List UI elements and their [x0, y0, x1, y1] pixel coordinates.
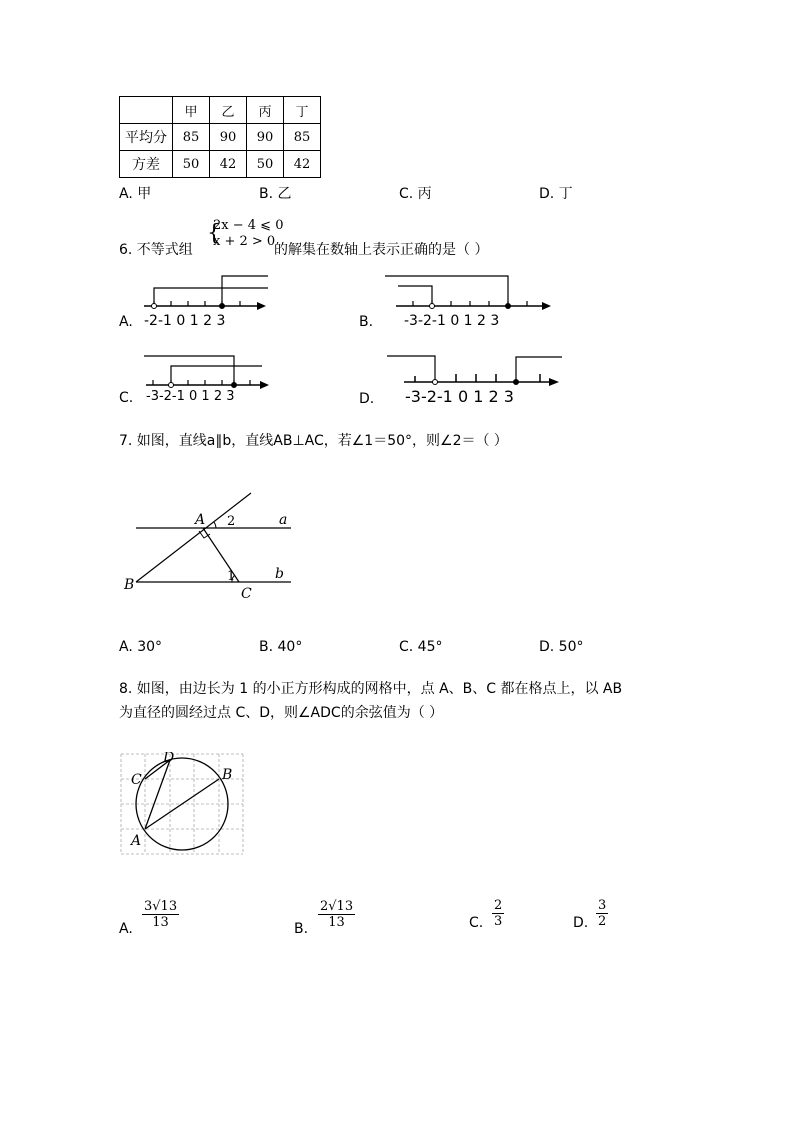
q6-option-a-label[interactable]: A.: [119, 314, 133, 330]
q7-label-line-b: b: [275, 566, 284, 582]
q5-option-b[interactable]: B. 乙: [259, 186, 292, 202]
q5-option-c[interactable]: C. 丙: [399, 186, 432, 202]
table-cell: 90: [247, 124, 284, 151]
q6-inequality-system: { 2x − 4 ⩽ 0 x + 2 > 0: [207, 218, 284, 249]
q7-option-c[interactable]: C. 45°: [399, 639, 443, 655]
table-cell: 42: [284, 151, 321, 178]
table-cell: 85: [284, 124, 321, 151]
q6-axis-labels-b: -3-2-1 0 1 2 3: [404, 313, 500, 329]
q8-option-b-label[interactable]: B.: [294, 921, 309, 937]
q8-option-a-label[interactable]: A.: [119, 921, 133, 937]
q7-label-a-point: A: [195, 512, 206, 528]
q7-option-b[interactable]: B. 40°: [259, 639, 303, 655]
q7-label-c-point: C: [241, 586, 252, 602]
q8-label-c: C: [131, 772, 142, 788]
q7-label-angle1: 1: [227, 569, 236, 584]
q6-option-b-label[interactable]: B.: [359, 314, 374, 330]
q8-question-line2: 为直径的圆经过点 C、D，则∠ADC的余弦值为（ ）: [119, 705, 444, 721]
q8-option-c-fraction: $\frac{2}{3}$: [494, 898, 503, 929]
q7-label-line-a: a: [279, 512, 288, 528]
table-cell: 42: [210, 151, 247, 178]
row-label-variance: 方差: [120, 151, 173, 178]
q8-label-d: D: [163, 752, 175, 766]
q8-grid-figure: [119, 752, 249, 858]
q7-question: 7. 如图，直线a∥b，直线AB⊥AC，若∠1＝50°，则∠2＝（ ）: [119, 433, 508, 449]
table-cell: 85: [173, 124, 210, 151]
table-header-cell: 丁: [284, 97, 321, 124]
q6-option-c-label[interactable]: C.: [119, 390, 134, 406]
q6-numberline-b: [384, 270, 556, 310]
q7-option-d[interactable]: D. 50°: [539, 639, 584, 655]
q8-question-line1: 8. 如图，由边长为 1 的小正方形构成的网格中，点 A、B、C 都在格点上，以 AB: [119, 681, 623, 697]
table-header-cell: 乙: [210, 97, 247, 124]
q8-option-d-fraction: $\frac{3}{2}$: [598, 898, 607, 929]
table-header-cell: 丙: [247, 97, 284, 124]
q6-axis-labels-a: -2-1 0 1 2 3: [144, 313, 226, 329]
q6-numberline-c: [140, 350, 276, 390]
table-corner: [120, 97, 173, 124]
q6-ineq-2: x + 2 > 0: [213, 234, 276, 249]
q8-option-b-fraction: $\frac{2√13}{13}$: [320, 899, 354, 930]
q6-numberline-d: [384, 350, 564, 390]
q6-axis-labels-d: -3-2-1 0 1 2 3: [405, 387, 514, 406]
q7-label-angle2: 2: [227, 514, 236, 529]
q6-axis-labels-c: -3-2-1 0 1 2 3: [146, 389, 235, 404]
table-cell: 50: [173, 151, 210, 178]
row-label-mean: 平均分: [120, 124, 173, 151]
q5-option-a[interactable]: A. 甲: [119, 186, 152, 202]
q5-option-d[interactable]: D. 丁: [539, 186, 573, 202]
q6-option-d-label[interactable]: D.: [359, 391, 375, 407]
q6-prefix: 6. 不等式组: [119, 242, 193, 258]
q8-label-b: B: [222, 767, 233, 783]
q6-numberline-a: [140, 270, 272, 310]
q7-option-a[interactable]: A. 30°: [119, 639, 163, 655]
q8-option-a-fraction: $\frac{3√13}{13}$: [144, 899, 178, 930]
score-table: [119, 96, 321, 178]
q6-suffix: 的解集在数轴上表示正确的是（ ）: [274, 242, 489, 258]
table-header-cell: 甲: [173, 97, 210, 124]
table-cell: 50: [247, 151, 284, 178]
q7-figure: [119, 485, 299, 605]
q8-option-d-label[interactable]: D.: [573, 915, 589, 931]
table-cell: 90: [210, 124, 247, 151]
q8-label-a: A: [131, 833, 142, 849]
q7-label-b-point: B: [124, 577, 135, 593]
q8-option-c-label[interactable]: C.: [469, 915, 484, 931]
q6-ineq-1: 2x − 4 ⩽ 0: [213, 218, 284, 233]
